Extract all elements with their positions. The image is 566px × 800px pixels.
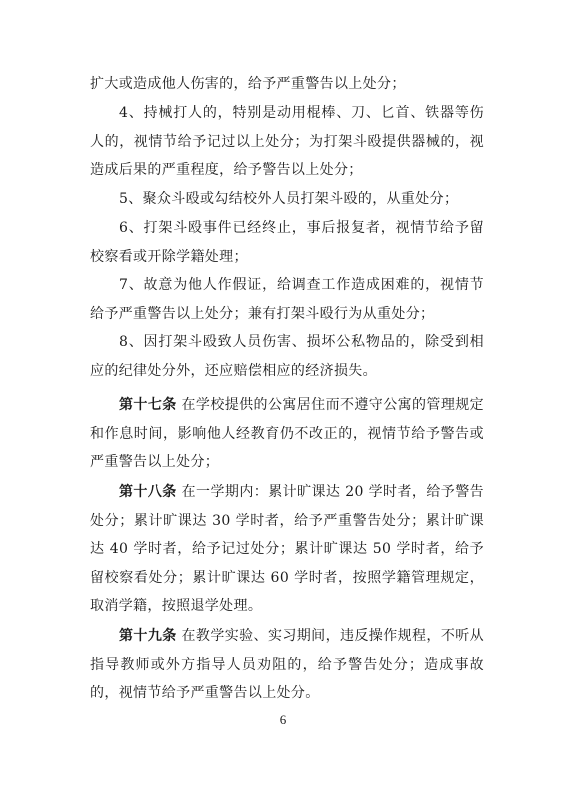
paragraph-item-6 <box>90 214 484 271</box>
article-text: 在学校提供的公寓居住而不遵守公寓的管理规定和作息时间，影响他人经教育仍不改正的，视情节给予警告或严重警告以上处分； <box>90 397 484 471</box>
paragraph-item-7 <box>90 271 484 328</box>
paragraph-continuation <box>90 70 484 99</box>
article-label: 第十七条 <box>119 397 177 413</box>
article-17 <box>90 391 484 477</box>
paragraph-item-8 <box>90 328 484 385</box>
article-18 <box>90 478 484 621</box>
paragraph-item-4 <box>90 99 484 185</box>
article-19 <box>90 622 484 708</box>
page-number: 6 <box>279 712 287 727</box>
article-label: 第十八条 <box>119 484 177 500</box>
paragraph-text: 8、因打架斗殴致人员伤害、损坏公私物品的，除受到相应的纪律处分外，还应赔偿相应的经济损失。 <box>90 334 484 379</box>
article-label: 第十九条 <box>119 628 177 644</box>
paragraph-text: 7、故意为他人作假证，给调查工作造成困难的，视情节给予严重警告以上处分；兼有打架斗殴行为从重处分； <box>90 277 484 322</box>
article-text: 在教学实验、实习期间，违反操作规程，不听从指导教师或外方指导人员劝阻的，给予警告处分；造成事故的，视情节给予严重警告以上处分。 <box>90 628 484 702</box>
paragraph-text: 5、聚众斗殴或勾结校外人员打架斗殴的，从重处分； <box>119 191 459 207</box>
paragraph-text: 4、持械打人的，特别是动用棍棒、刀、匕首、铁器等伤人的，视情节给予记过以上处分；为打架斗殴提供器械的，视造成后果的严重程度，给予警告以上处分； <box>90 105 484 179</box>
paragraph-item-5 <box>90 185 484 214</box>
paragraph-text: 扩大或造成他人伤害的，给予严重警告以上处分； <box>90 76 406 92</box>
paragraph-text: 6、打架斗殴事件已经终止，事后报复者，视情节给予留校察看或开除学籍处理； <box>90 220 484 265</box>
article-text: 在一学期内：累计旷课达 20 学时者，给予警告处分；累计旷课达 30 学时者，给予严重警告处分；累计旷课达 40 学时者，给予记过处分；累计旷课达 50 学时者，给予留校察看处分；累计旷课达 60 学时者，按照学籍管理规定，取消学籍，按照退学处理。 <box>90 484 484 615</box>
